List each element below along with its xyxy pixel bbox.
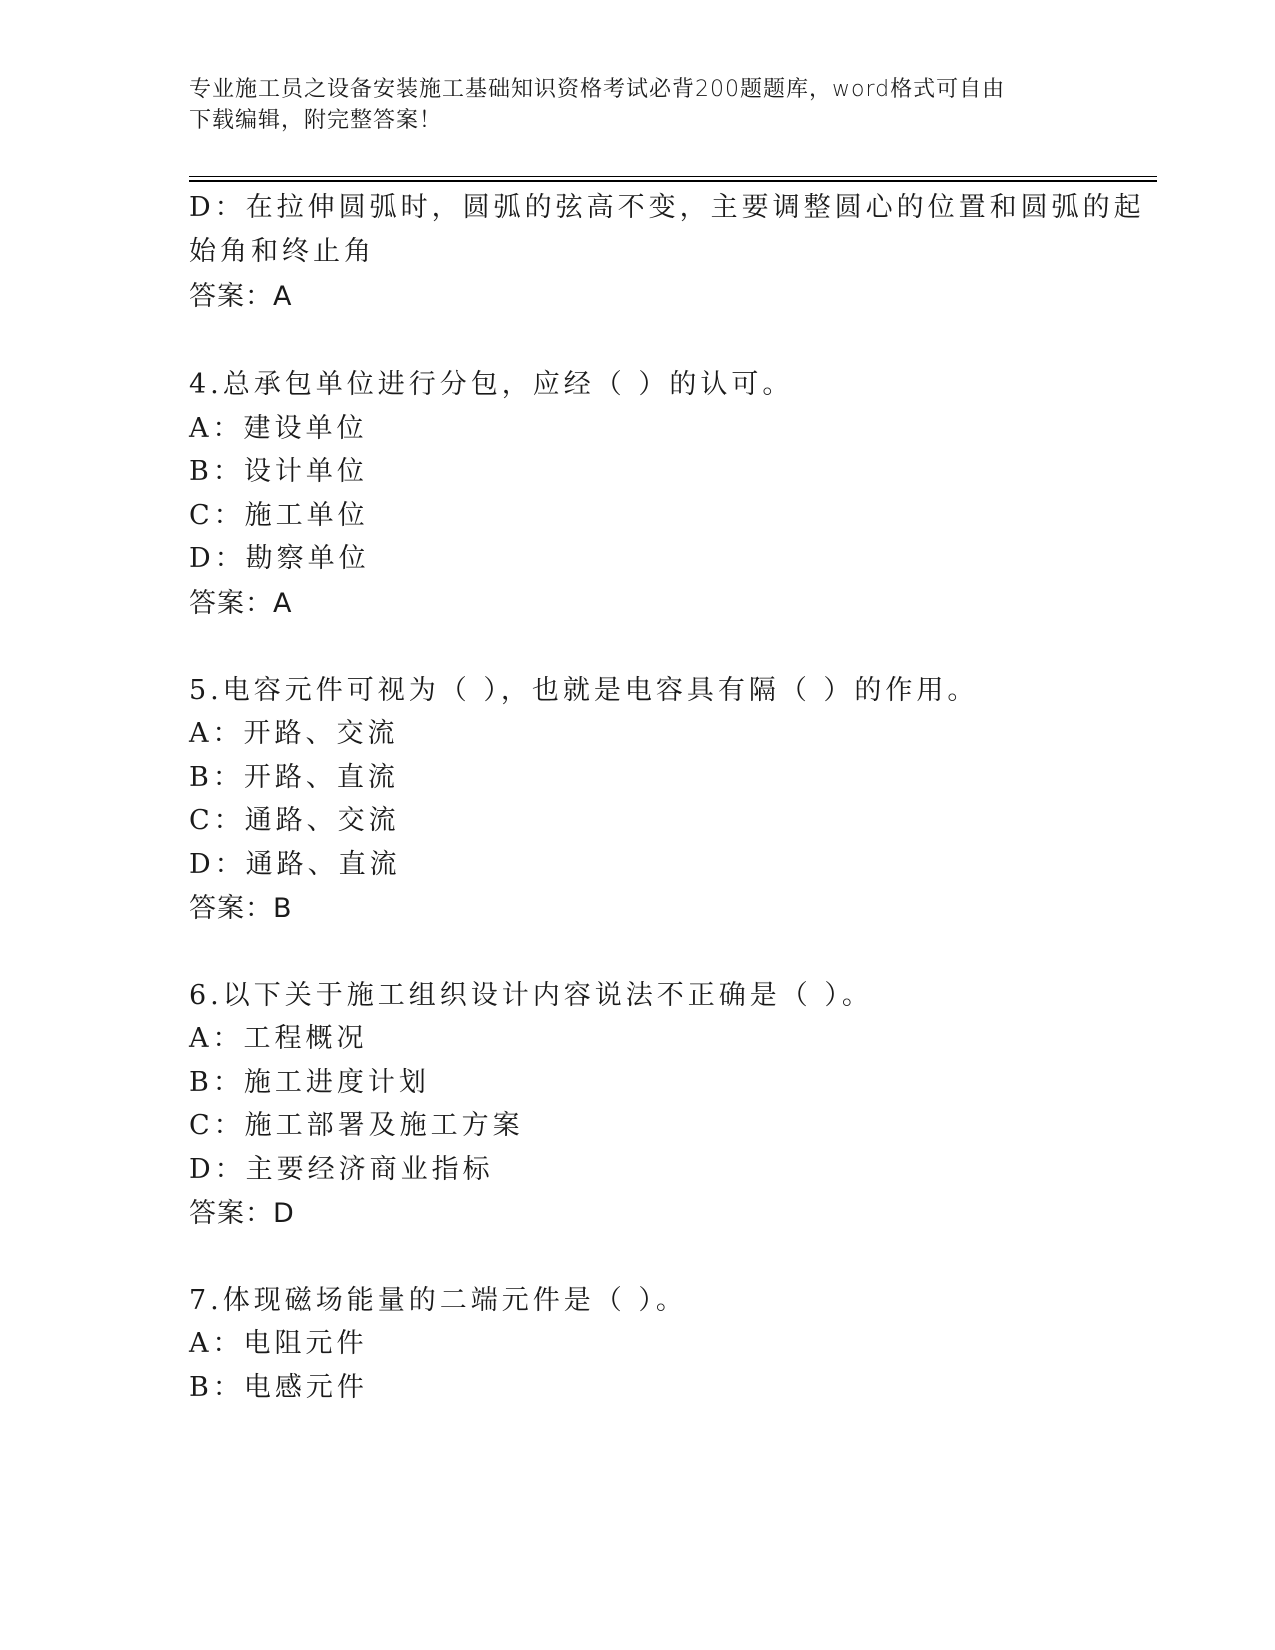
q4-option-d: D：勘察单位	[189, 543, 370, 574]
q5-option-a: A：开路、交流	[189, 718, 399, 749]
q4-stem: 4.总承包单位进行分包，应经（ ）的认可。	[189, 369, 794, 400]
q3-option-d-line-2: 始角和终止角	[189, 236, 375, 267]
q6-option-c: C：施工部署及施工方案	[189, 1110, 524, 1141]
q7-option-a: A：电阻元件	[189, 1328, 368, 1359]
q5-option-d: D：通路、直流	[189, 849, 401, 880]
document-header	[189, 74, 1089, 136]
q6-answer: 答案：D	[189, 1198, 295, 1229]
q7-stem: 7.体现磁场能量的二端元件是（ ）。	[189, 1285, 687, 1316]
header-divider-thin	[189, 176, 1157, 177]
q6-option-b: B：施工进度计划	[189, 1067, 430, 1098]
q5-stem: 5.电容元件可视为（ ），也就是电容具有隔（ ）的作用。	[189, 675, 979, 706]
q3-option-d-line-1: D：在拉伸圆弧时，圆弧的弦高不变，主要调整圆心的位置和圆弧的起	[189, 192, 1145, 223]
q5-option-b: B：开路、直流	[189, 762, 399, 793]
q4-option-c: C：施工单位	[189, 500, 369, 531]
q4-option-a: A：建设单位	[189, 413, 368, 444]
q7-option-b: B：电感元件	[189, 1372, 368, 1403]
q4-answer: 答案：A	[189, 588, 293, 619]
header-divider-thick	[189, 180, 1157, 182]
q6-stem: 6.以下关于施工组织设计内容说法不正确是（ ）。	[189, 980, 873, 1011]
header-title-line-2: 下载编辑，附完整答案！	[189, 108, 443, 133]
q6-option-d: D：主要经济商业指标	[189, 1154, 494, 1185]
q4-option-b: B：设计单位	[189, 456, 368, 487]
header-title-line-1: 专业施工员之设备安装施工基础知识资格考试必背200题题库，word格式可自由	[189, 77, 1006, 102]
q5-option-c: C：通路、交流	[189, 805, 400, 836]
q3-answer: 答案：A	[189, 281, 293, 312]
q5-answer: 答案：B	[189, 893, 293, 924]
q6-option-a: A：工程概况	[189, 1023, 368, 1054]
